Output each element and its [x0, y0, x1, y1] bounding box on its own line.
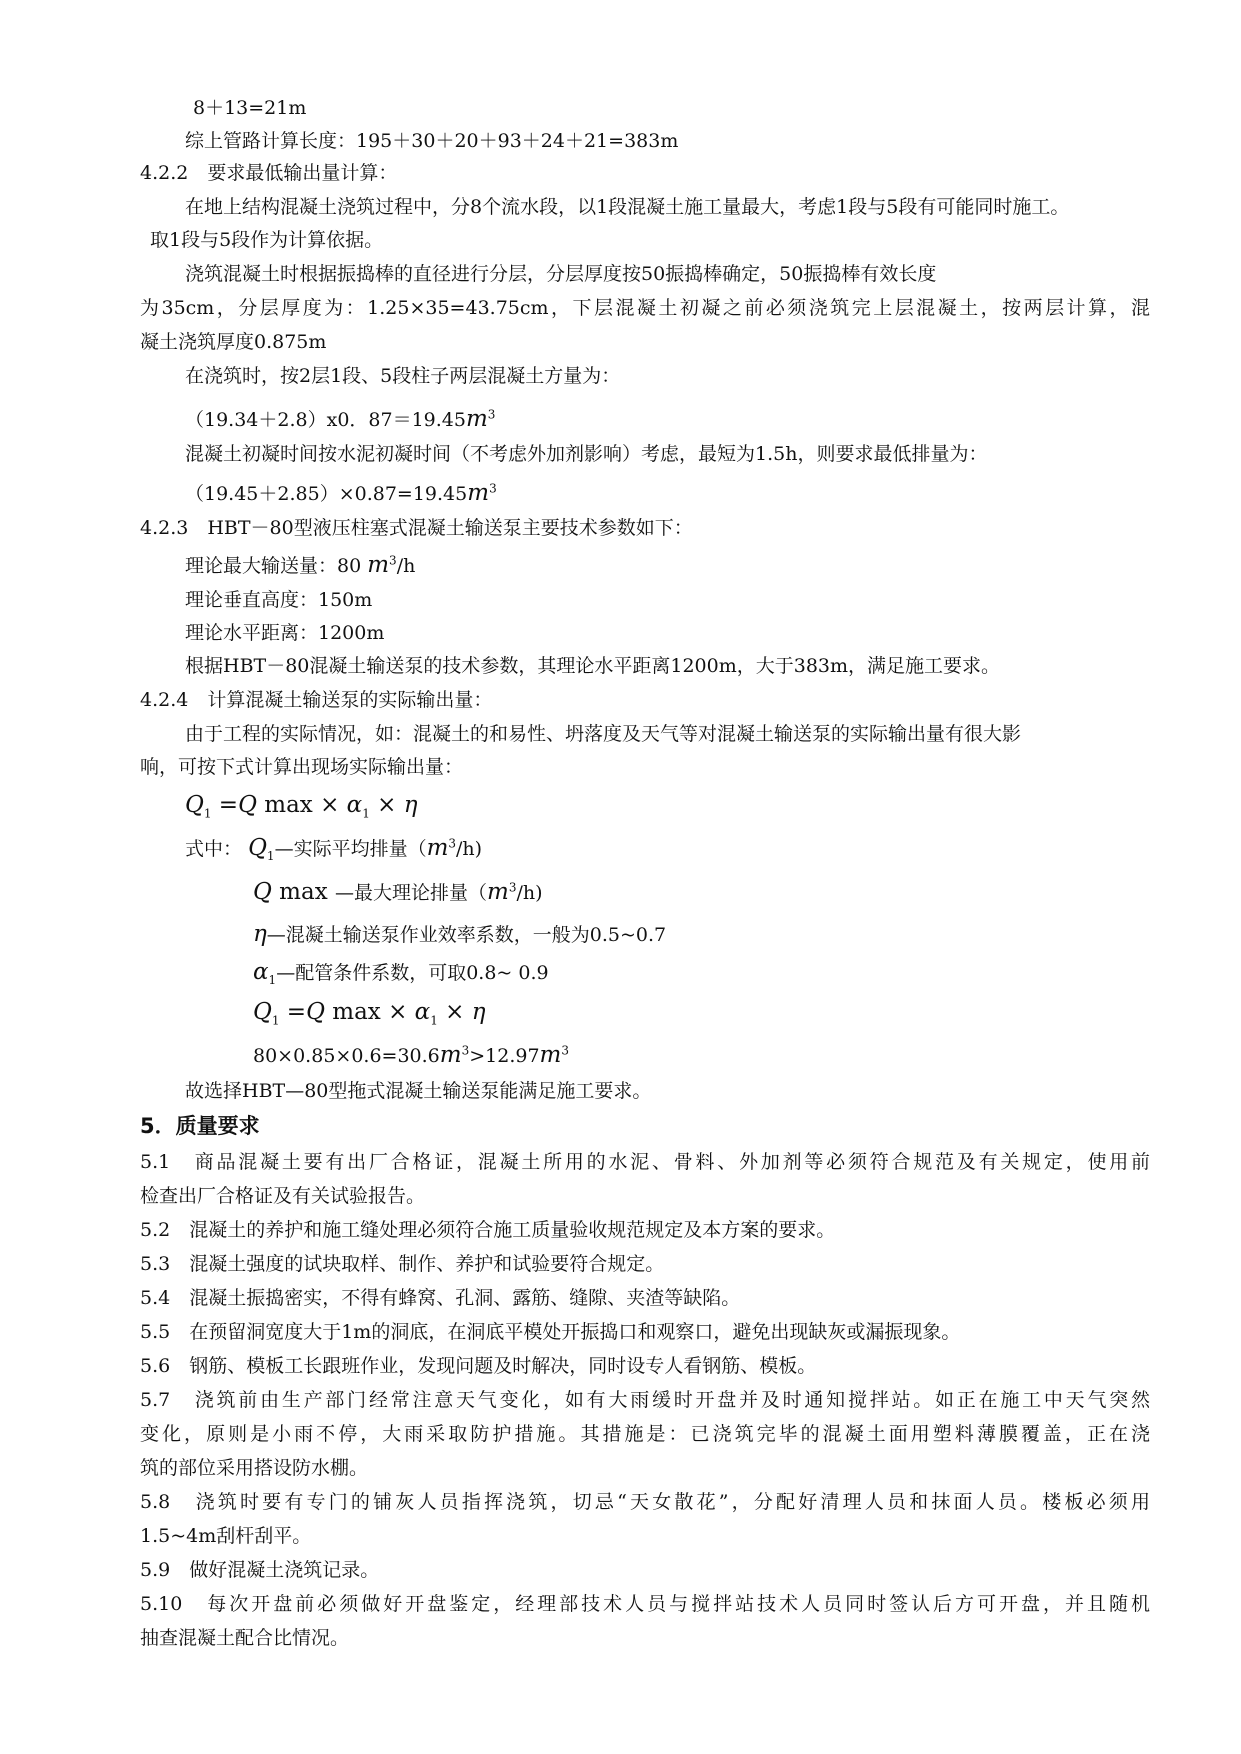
item-5-8: 5.8 浇筑时要有专门的铺灰人员指挥浇筑，切忌“天女散花”，分配好清理人员和抹面人员。楼板必须用: [140, 1491, 1150, 1513]
item-5-4: 5.4 混凝土振捣密实，不得有蜂窝、孔洞、露筋、缝隙、夹渣等缺陷。: [140, 1287, 741, 1309]
paragraph-line: 浇筑混凝土时根据振捣棒的直径进行分层，分层厚度按50振捣棒确定，50振捣棒有效长度: [185, 263, 937, 285]
paragraph-line: 在浇筑时，按2层1段、5段柱子两层混凝土方量为：: [185, 365, 621, 387]
paragraph-line: 凝土浇筑厚度0.875m: [140, 331, 327, 353]
formula-q1: $Q_1 =Q$ $\max \times \alpha_1 \times \eta$: [185, 792, 418, 821]
paragraph-line: 响，可按下式计算出现场实际输出量：: [140, 756, 464, 778]
formula-q1-repeat: $Q_1 =Q$ $\max \times \alpha_1 \times \eta$: [253, 999, 486, 1028]
paragraph-line: 混凝土初凝时间按水泥初凝时间（不考虑外加剂影响）考虑，最短为1.5h，则要求最低排量为：: [185, 443, 988, 465]
item-5-2: 5.2 混凝土的养护和施工缝处理必须符合施工质量验收规范规定及本方案的要求。: [140, 1219, 836, 1241]
item-5-7-cont2: 筑的部位采用搭设防水棚。: [140, 1457, 369, 1479]
section-4-2-2: 4.2.2 要求最低输出量计算：: [140, 162, 398, 184]
paragraph-line: 取1段与5段作为计算依据。: [150, 229, 384, 251]
calc-line: 8＋13=21m: [193, 97, 307, 119]
legend-q1: 式中： $Q_1—$实际平均排量$(m^3/h)$: [185, 835, 483, 863]
item-5-10-cont: 抽查混凝土配合比情况。: [140, 1627, 350, 1649]
item-5-1-cont: 检查出厂合格证及有关试验报告。: [140, 1185, 426, 1207]
item-5-9: 5.9 做好混凝土浇筑记录。: [140, 1559, 380, 1581]
param-horizontal-distance: 理论水平距离：1200m: [185, 622, 385, 644]
volume-formula: （19.34＋2.8）x0．$87=19.45m^3$: [185, 406, 496, 432]
section-4-2-3: 4.2.3 HBT－80型液压柱塞式混凝土输送泵主要技术参数如下：: [140, 517, 693, 539]
item-5-7: 5.7 浇筑前由生产部门经常注意天气变化，如有大雨缓时开盘并及时通知搅拌站。如正在施工中天气突然: [140, 1389, 1150, 1411]
legend-alpha: $\alpha_1—$配管条件系数，可取0.8~ 0.9: [253, 959, 549, 987]
section-5-heading: 5．质量要求: [140, 1114, 260, 1138]
item-5-6: 5.6 钢筋、模板工长跟班作业，发现问题及时解决，同时设专人看钢筋、模板。: [140, 1355, 817, 1377]
item-5-5: 5.5 在预留洞宽度大于1m的洞底，在洞底平模处开振捣口和观察口，避免出现缺灰或漏振现象。: [140, 1321, 961, 1343]
param-vertical-height: 理论垂直高度：150m: [185, 589, 373, 611]
result-formula: $80\times 0.85\times 0.6=30.6m^3>12.97m^3$: [253, 1042, 569, 1068]
section-4-2-4: 4.2.4 计算混凝土输送泵的实际输出量：: [140, 689, 493, 711]
min-output-formula: $(19.45+2.85)\times 0.87=19.45m^3$: [185, 480, 497, 506]
param-max-output: 理论最大输送量：80 $m^3/h$: [185, 552, 416, 578]
paragraph-line: 由于工程的实际情况，如：混凝土的和易性、坍落度及天气等对混凝土输送泵的实际输出量有很大影: [185, 723, 1022, 745]
legend-qmax: Q max —最大理论排量$(m^3/h)$: [253, 879, 543, 905]
total-length-line: 综上管路计算长度：195＋30＋20＋93＋24＋21=383m: [185, 130, 679, 152]
paragraph-line: 根据HBT－80混凝土输送泵的技术参数，其理论水平距离1200m，大于383m，满足施工要求。: [185, 655, 1001, 677]
paragraph-line: 为35cm，分层厚度为：1.25×35=43.75cm，下层混凝土初凝之前必须浇筑完上层混凝土，按两层计算，混: [140, 297, 1150, 319]
item-5-1: 5.1 商品混凝土要有出厂合格证，混凝土所用的水泥、骨料、外加剂等必须符合规范及有关规定，使用前: [140, 1151, 1150, 1173]
item-5-10: 5.10 每次开盘前必须做好开盘鉴定，经理部技术人员与搅拌站技术人员同时签认后方可开盘，并且随机: [140, 1593, 1150, 1615]
item-5-8-cont: 1.5~4m刮杆刮平。: [140, 1525, 312, 1547]
item-5-7-cont: 变化，原则是小雨不停，大雨采取防护措施。其措施是：已浇筑完毕的混凝土面用塑料薄膜覆盖，正在浇: [140, 1423, 1150, 1445]
legend-eta: η—混凝土输送泵作业效率系数，一般为0.5~0.7: [253, 921, 667, 947]
paragraph-line: 在地上结构混凝土浇筑过程中，分8个流水段，以1段混凝土施工量最大，考虑1段与5段有可能同时施工。: [185, 196, 1070, 218]
conclusion-line: 故选择HBT—80型拖式混凝土输送泵能满足施工要求。: [185, 1080, 652, 1102]
item-5-3: 5.3 混凝土强度的试块取样、制作、养护和试验要符合规定。: [140, 1253, 665, 1275]
